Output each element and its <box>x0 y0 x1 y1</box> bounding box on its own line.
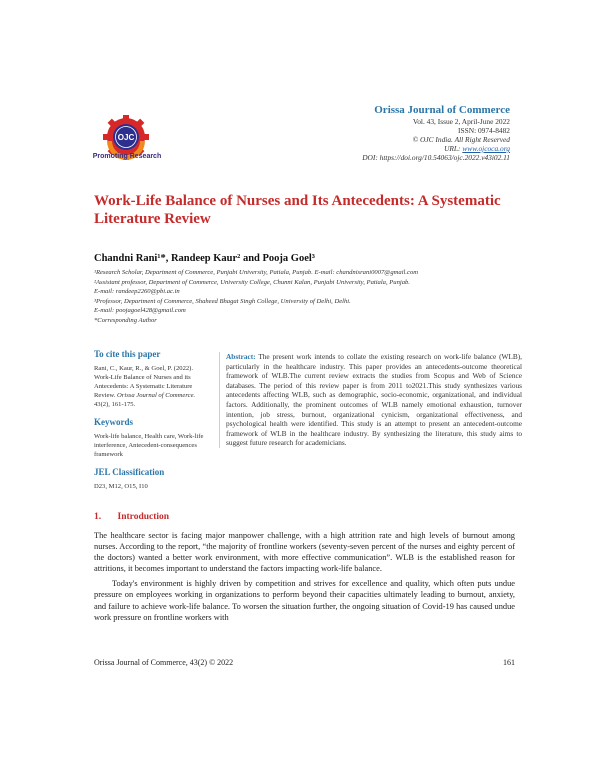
journal-masthead <box>362 103 510 162</box>
body-text <box>94 530 515 627</box>
affiliation-3: ³Professor, Department of Commerce, Shaheed Bhagat Singh College, University of Delhi, Delhi. <box>94 297 351 305</box>
body-paragraph-2: Today's environment is highly driven by competition and strives for excellence and quality, which often puts undue pressure on employees working in organizations to perform beyond their capacities ultimately leading to burnout, anxiety, and failure to achieve work-life balance. To worsen the situation further, the ongoing situation of Covid-19 has caused undue work pressure on frontline workers with <box>94 579 515 622</box>
abstract <box>219 352 522 448</box>
affiliation-2-email: E-mail: randeep2260@pbi.ac.in <box>94 288 180 296</box>
page-footer <box>94 658 515 667</box>
doi-label: DOI: <box>362 153 380 162</box>
body-paragraph-1: The healthcare sector is facing major manpower challenge, with a high attrition rate and high levels of burnout among nurses. According to the report, “the majority of frontline workers (seventy-seven percent of the nurses and eighty percent of the doctors) wanted a better work environment, with more effective communication”. WLB is the established reason for attritions, it becomes important to understand the factors impacting work-life balance. <box>94 531 515 574</box>
logo-text: OJC <box>117 133 135 142</box>
journal-issn: ISSN: 0974-8482 <box>458 126 510 135</box>
journal-url-link[interactable]: www.ojcoca.org <box>462 144 510 153</box>
author-list: Chandni Rani¹*, Randeep Kaur² and Pooja Goel³ <box>94 253 315 264</box>
abstract-text: The present work intends to collate the existing research on work-life balance (WLB), particularly in the healthcare industry. This paper provides an antecedents-outcome theoretical framework of WLB.The current review extracts the studies from Scopus and Web of Science databases. The period of this review paper is from 2011 to2021.This study synthesizes various antecedents affecting WLB, such as demographic, socio-economic, organizational, and individual factors. Additionally, the prominent outcomes of WLB namely emotional exhaustion, turnover intention, job stress, burnout, organizational cynicism, organizational effectiveness, and psychological health were identified. This study is an attempt to present an antecedent-outcome framework of WLB in the healthcare industry. By synthesizing the literature, this study aims to suggest future research for academicians. <box>226 352 522 448</box>
jel-block <box>94 467 206 491</box>
cite-volume: 43(2), 161-175. <box>94 401 136 408</box>
abstract-label: Abstract: <box>226 352 256 361</box>
journal-issue: Vol. 43, Issue 2, April-June 2022 <box>412 117 510 126</box>
footer-citation: Orissa Journal of Commerce, 43(2) © 2022 <box>94 658 234 667</box>
logo-caption: Promoting Research <box>92 153 162 160</box>
jel-heading: JEL Classification <box>94 467 165 477</box>
keywords-heading: Keywords <box>94 417 133 427</box>
keywords-block <box>94 417 206 459</box>
cite-text: Rani, C., Kaur, R., & Goel, P. (2022). Work-Life Balance of Nurses and its Antecedents: A Systematic Literature Review. <box>94 365 194 399</box>
section-heading <box>94 512 169 522</box>
affiliation-3-email: E-mail: poojagoel428@gmail.com <box>94 307 186 315</box>
affiliation-1: ¹Research Scholar, Department of Commerce, Punjabi University, Patiala, Punjab. E-mail: chandnisrani0007@gmail.com <box>94 269 419 276</box>
jel-text: D23, M12, O15, I10 <box>94 483 148 490</box>
cite-heading: To cite this paper <box>94 349 161 359</box>
journal-copyright: © OJC India. All Right Reserved <box>412 135 510 144</box>
affiliations <box>94 268 514 326</box>
journal-title: Orissa Journal of Commerce <box>374 104 510 116</box>
section-title: Introduction <box>117 512 170 522</box>
cite-journal: Orissa Journal of Commerce. <box>117 392 196 399</box>
doi-link[interactable]: https://doi.org/10.54063/ojc.2022.v43i02.11 <box>379 153 510 162</box>
cite-block <box>94 349 206 409</box>
keywords-text: Work-life balance, Health care, Work-life interference, Antecedent-consequences framework <box>94 433 204 458</box>
article-sidebar <box>94 349 206 499</box>
page-number: 161 <box>503 658 515 667</box>
url-label: URL: <box>444 144 463 153</box>
affiliation-2: ²Assistant professor, Department of Commerce, University College, Chunni Kalan, Punjabi University, Patiala, Punjab. <box>94 278 410 286</box>
paper-title: Work-Life Balance of Nurses and Its Antecedents: A Systematic Literature Review <box>94 193 501 227</box>
section-number: 1. <box>94 512 102 522</box>
corresponding-note: *Corresponding Author <box>94 316 157 324</box>
